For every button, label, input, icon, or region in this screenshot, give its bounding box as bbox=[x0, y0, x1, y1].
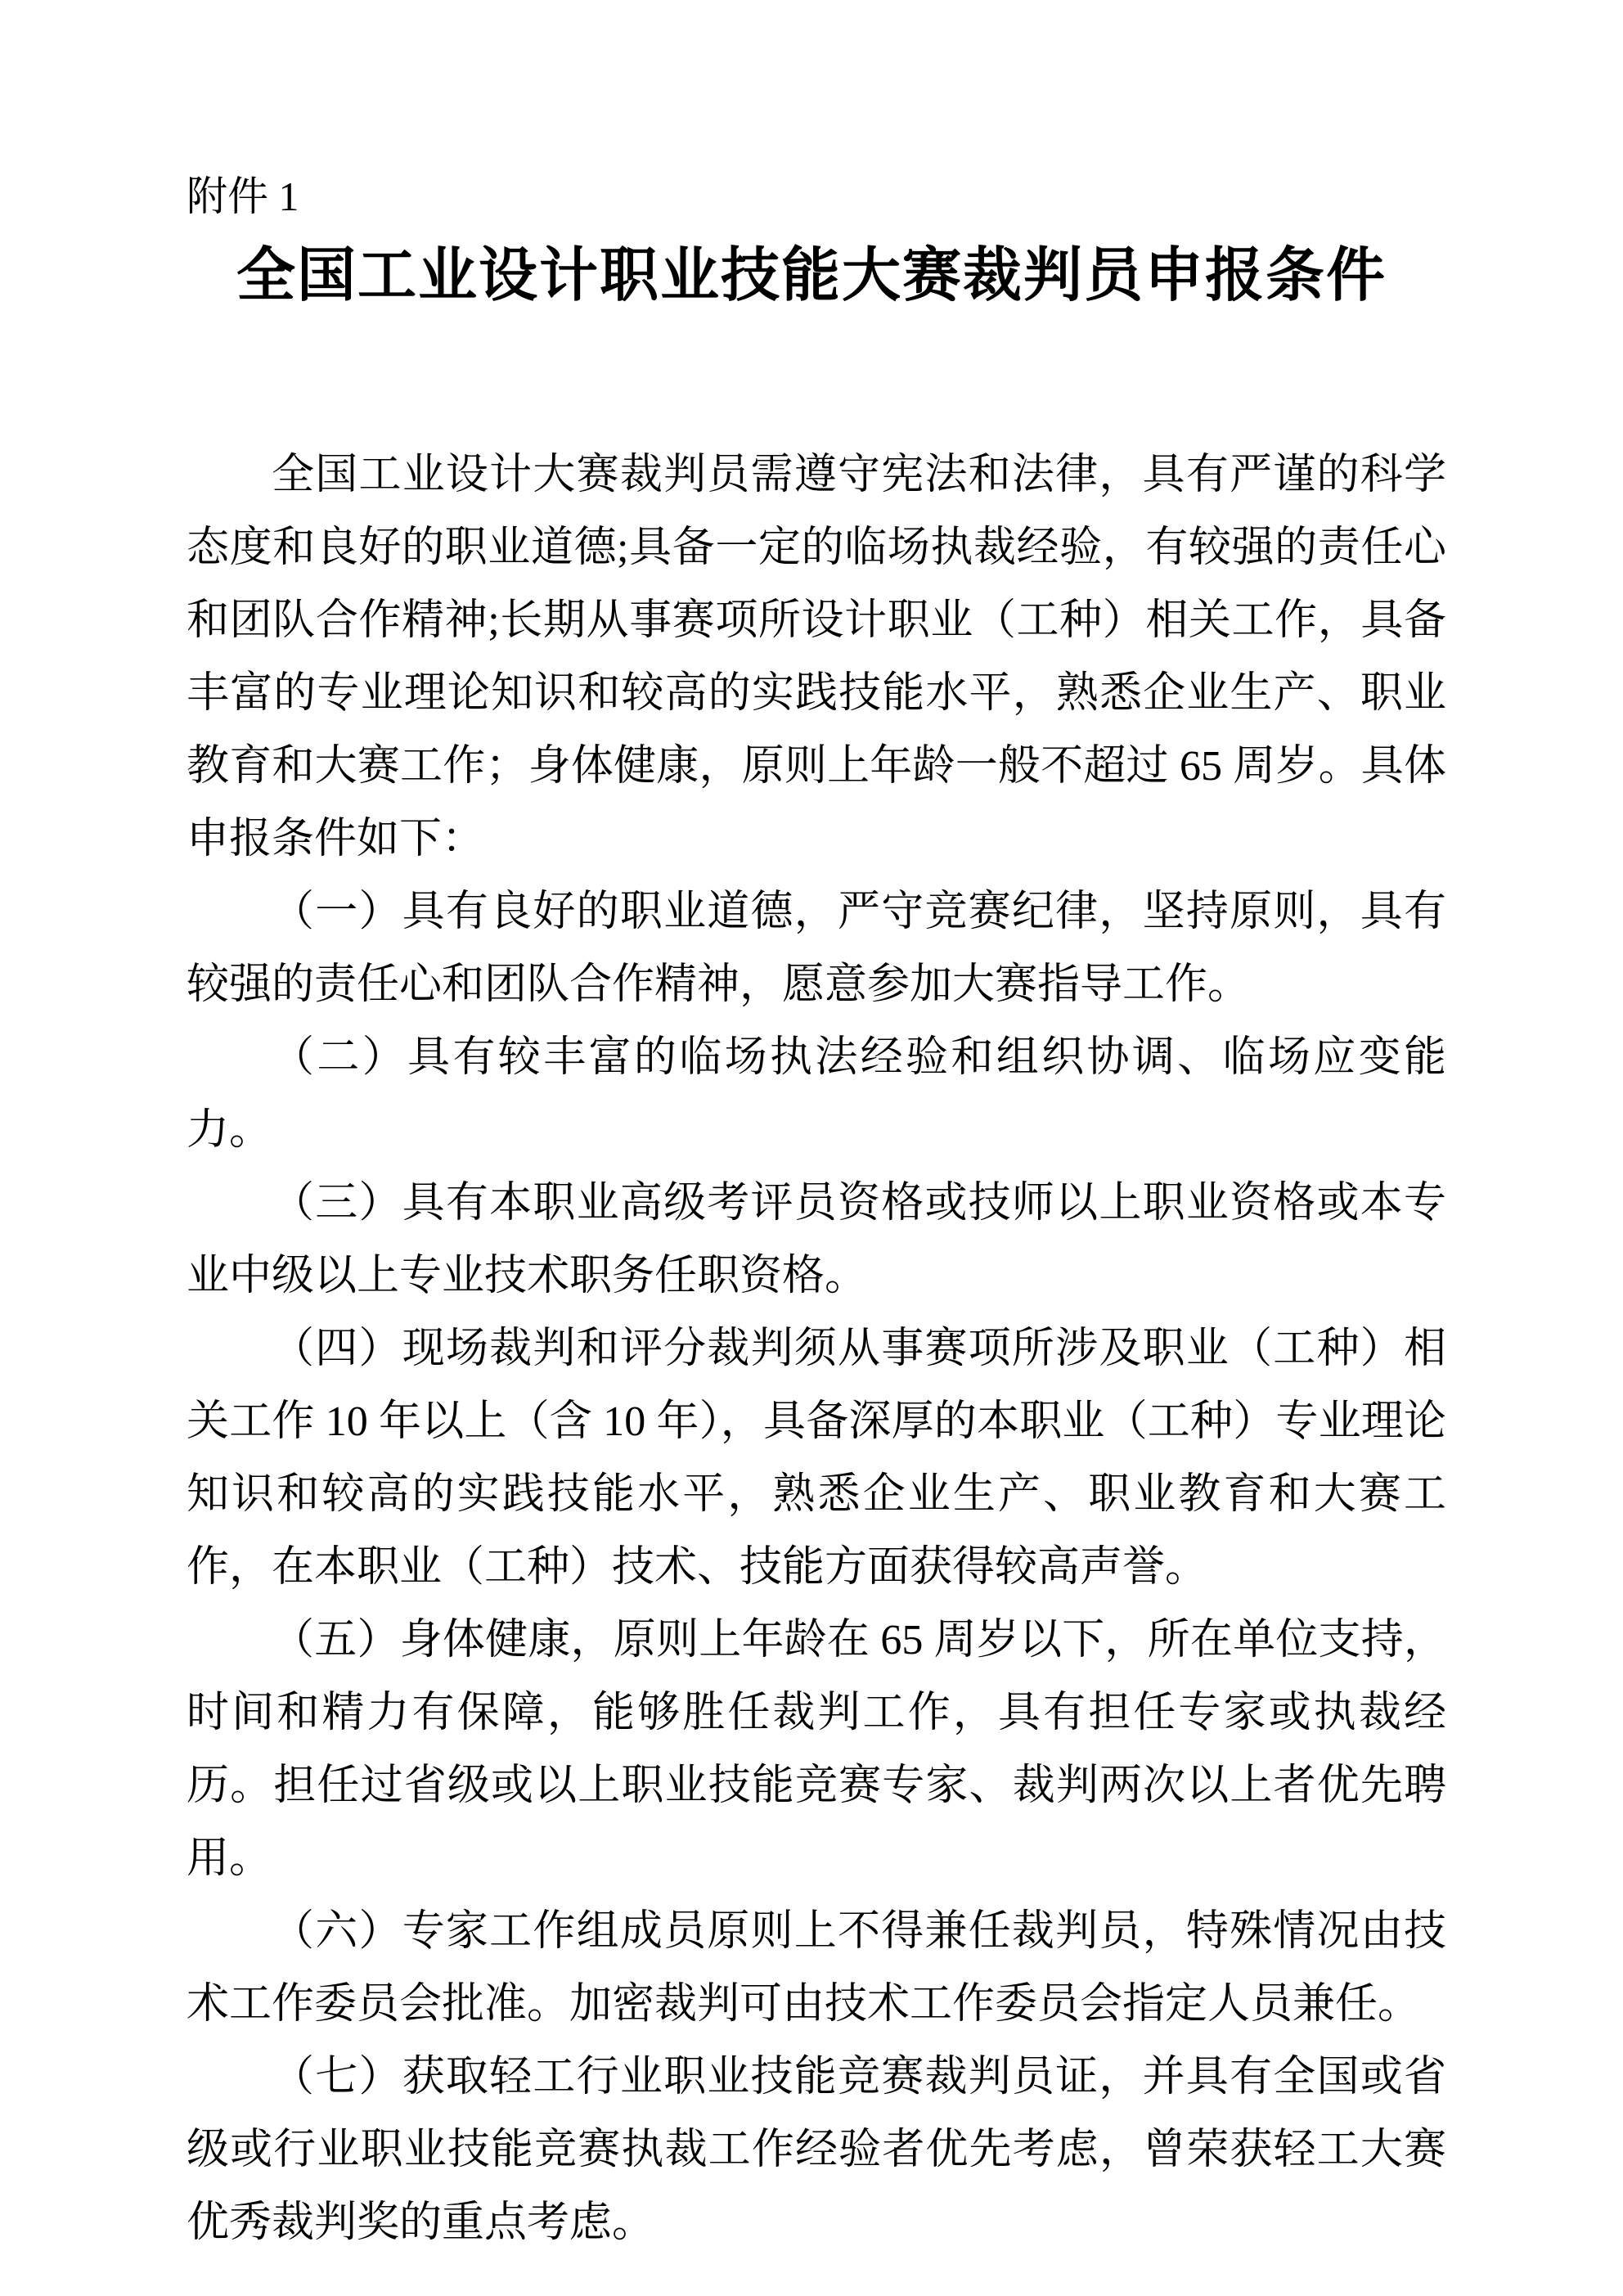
attachment-label: 附件 1 bbox=[187, 173, 299, 219]
condition-item-6: （六）专家工作组成员原则上不得兼任裁判员，特殊情况由技术工作委员会批准。加密裁判可由技术工作委员会指定人员兼任。 bbox=[187, 1908, 1446, 2028]
condition-item-7: （七）获取轻工行业职业技能竞赛裁判员证，并具有全国或省级或行业职业技能竞赛执裁工作经验者优先考虑，曾荣获轻工大赛优秀裁判奖的重点考虑。 bbox=[187, 2054, 1446, 2246]
paragraph-intro: 全国工业设计大赛裁判员需遵守宪法和法律，具有严谨的科学态度和良好的职业道德;具备一定的临场执裁经验，有较强的责任心和团队合作精神;长期从事赛项所设计职业（工种）相关工作，具备丰富的专业理论知识和较高的实践技能水平，熟悉企业生产、职业教育和大赛工作；身体健康，原则上年龄一般不超过 65 周岁。具体申报条件如下： bbox=[187, 452, 1446, 862]
condition-item-4: （四）现场裁判和评分裁判须从事赛项所涉及职业（工种）相关工作 10 年以上（含 10 年），具备深厚的本职业（工种）专业理论知识和较高的实践技能水平，熟悉企业生产、职业教育和大赛工作，在本职业（工种）技术、技能方面获得较高声誉。 bbox=[187, 1326, 1446, 1591]
condition-item-2: （二）具有较丰富的临场执法经验和组织协调、临场应变能力。 bbox=[187, 1034, 1446, 1154]
condition-item-1: （一）具有良好的职业道德，严守竞赛纪律，坚持原则，具有较强的责任心和团队合作精神，愿意参加大赛指导工作。 bbox=[187, 889, 1446, 1008]
condition-item-3: （三）具有本职业高级考评员资格或技师以上职业资格或本专业中级以上专业技术职务任职资格。 bbox=[187, 1180, 1446, 1299]
document-title: 全国工业设计职业技能大赛裁判员申报条件 bbox=[236, 243, 1387, 308]
condition-item-5: （五）身体健康，原则上年龄在 65 周岁以下，所在单位支持，时间和精力有保障，能够胜任裁判工作，具有担任专家或执裁经历。担任过省级或以上职业技能竞赛专家、裁判两次以上者优先聘用。 bbox=[187, 1617, 1446, 1882]
document-body bbox=[187, 439, 1446, 2259]
